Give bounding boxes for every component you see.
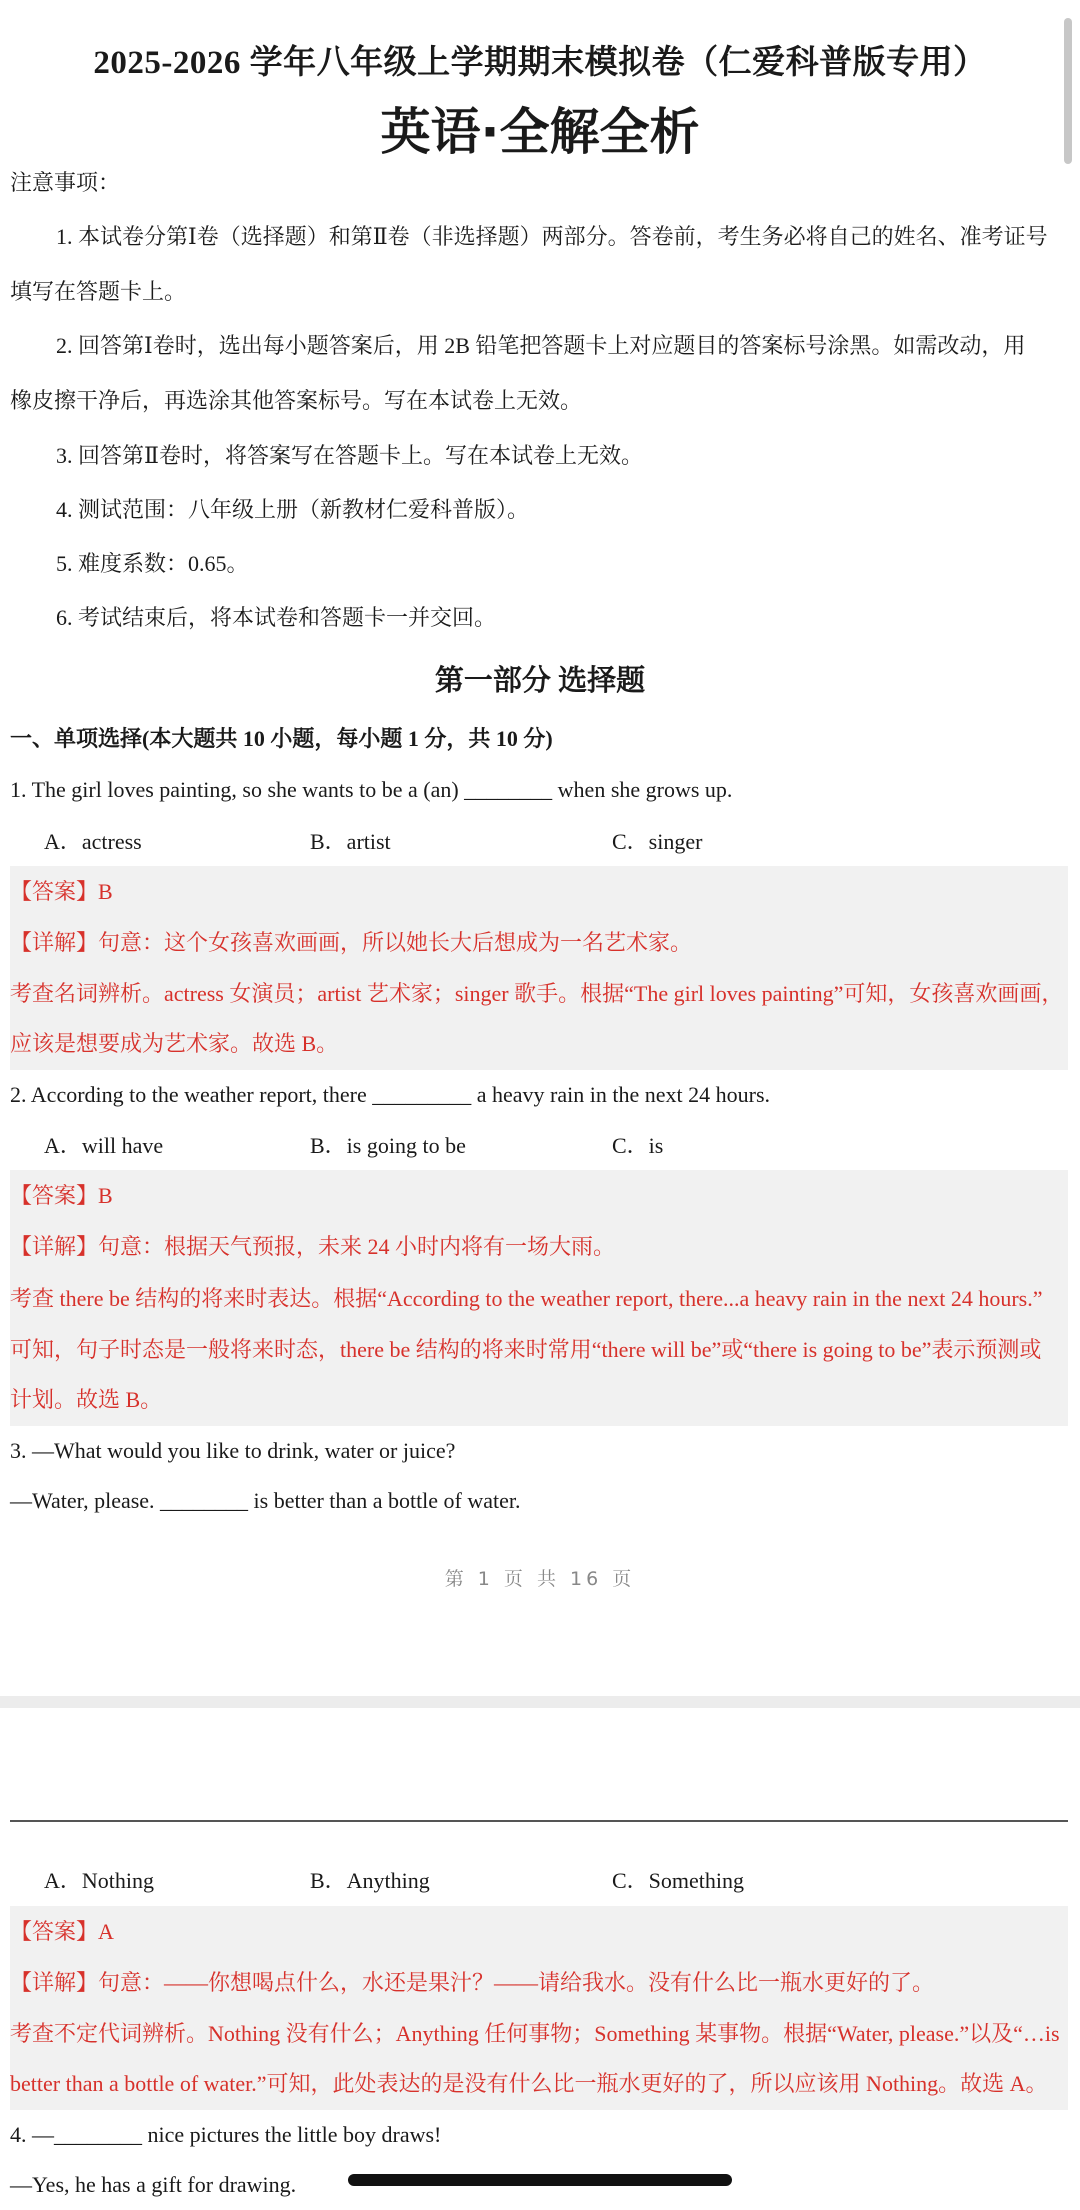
question-1-stem: 1. The girl loves painting, so she wants to be a (an) ________ when she grows up. [10, 777, 733, 802]
q1-explain-line: 考查名词辨析。actress 女演员；artist 艺术家；singer 歌手。根据“The girl loves painting”可知，女孩喜欢画画， [10, 981, 1064, 1006]
document-subtitle: 英语·全解全析 [380, 103, 700, 161]
header-rule [10, 1820, 1068, 1822]
question-3-stem-2: —Water, please. ________ is better than a bottle of water. [10, 1488, 521, 1513]
question-3-stem: 3. —What would you like to drink, water or juice? [10, 1438, 456, 1463]
q1-option-c: C．singer [612, 829, 703, 854]
q3-explain-line: 考查不定代词辨析。Nothing 没有什么；Anything 任何事物；Something 某事物。根据“Water, please.”以及“…is [10, 2021, 1060, 2046]
q2-option-b: B．is going to be [310, 1133, 466, 1158]
q2-answer: 【答案】B [10, 1183, 113, 1208]
q1-answer: 【答案】B [10, 879, 113, 904]
document-title: 2025-2026 学年八年级上学期期末模拟卷（仁爱科普版专用） [93, 45, 987, 81]
note-line: 4. 测试范围：八年级上册（新教材仁爱科普版）。 [56, 497, 530, 522]
q3-explain-line: better than a bottle of water.”可知，此处表达的是没有什么比一瓶水更好的了，所以应该用 Nothing。故选 A。 [10, 2071, 1048, 2096]
q2-explain-line: 计划。故选 B。 [10, 1387, 163, 1412]
section-title: 一、单项选择(本大题共 10 小题，每小题 1 分，共 10 分) [10, 726, 553, 751]
q3-option-b: B．Anything [310, 1868, 430, 1893]
q1-detail: 【详解】句意：这个女孩喜欢画画，所以她长大后想成为一名艺术家。 [10, 930, 693, 955]
q1-explain-line: 应该是想要成为艺术家。故选 B。 [10, 1031, 339, 1056]
q3-option-c: C．Something [612, 1868, 745, 1893]
note-line: 橡皮擦干净后，再选涂其他答案标号。写在本试卷上无效。 [10, 388, 583, 413]
question-4-stem: 4. —________ nice pictures the little boy draws! [10, 2122, 442, 2147]
home-indicator[interactable] [348, 2174, 732, 2186]
q1-option-a: A．actress [44, 829, 142, 854]
note-line: 6. 考试结束后，将本试卷和答题卡一并交回。 [56, 605, 497, 630]
q2-explain-line: 可知，句子时态是一般将来时态，there be 结构的将来时常用“there will be”或“there is going to be”表示预测或 [10, 1337, 1042, 1362]
note-line: 5. 难度系数：0.65。 [56, 551, 249, 576]
q3-option-a: A．Nothing [44, 1868, 155, 1893]
q2-option-c: C．is [612, 1133, 664, 1158]
q1-option-b: B．artist [310, 829, 391, 854]
note-line: 2. 回答第Ⅰ卷时，选出每小题答案后，用 2B 铅笔把答题卡上对应题目的答案标号涂黑。如需改动，用 [56, 333, 1026, 358]
note-line: 1. 本试卷分第Ⅰ卷（选择题）和第Ⅱ卷（非选择题）两部分。答卷前，考生务必将自己的姓名、准考证号 [56, 224, 1048, 249]
question-4-stem-2: —Yes, he has a gift for drawing. [10, 2172, 297, 2197]
notes-heading: 注意事项： [10, 170, 121, 195]
q3-answer: 【答案】A [10, 1919, 114, 1944]
q3-detail: 【详解】句意：——你想喝点什么，水还是果汁？——请给我水。没有什么比一瓶水更好的了。 [10, 1970, 935, 1995]
part-title: 第一部分 选择题 [434, 665, 646, 697]
page-gap [0, 1696, 1080, 1708]
question-2-stem: 2. According to the weather report, there _________ a heavy rain in the next 24 hours. [10, 1082, 770, 1107]
note-line: 3. 回答第Ⅱ卷时，将答案写在答题卡上。写在本试卷上无效。 [56, 443, 643, 468]
note-line: 填写在答题卡上。 [10, 279, 187, 304]
q2-explain-line: 考查 there be 结构的将来时表达。根据“According to the weather report, there...a heavy rain in the next 24 hours.” [10, 1286, 1043, 1311]
page-number: 第 1 页 共 16 页 [444, 1568, 636, 1590]
q2-option-a: A．will have [44, 1133, 164, 1158]
q2-detail: 【详解】句意：根据天气预报，未来 24 小时内将有一场大雨。 [10, 1234, 616, 1259]
